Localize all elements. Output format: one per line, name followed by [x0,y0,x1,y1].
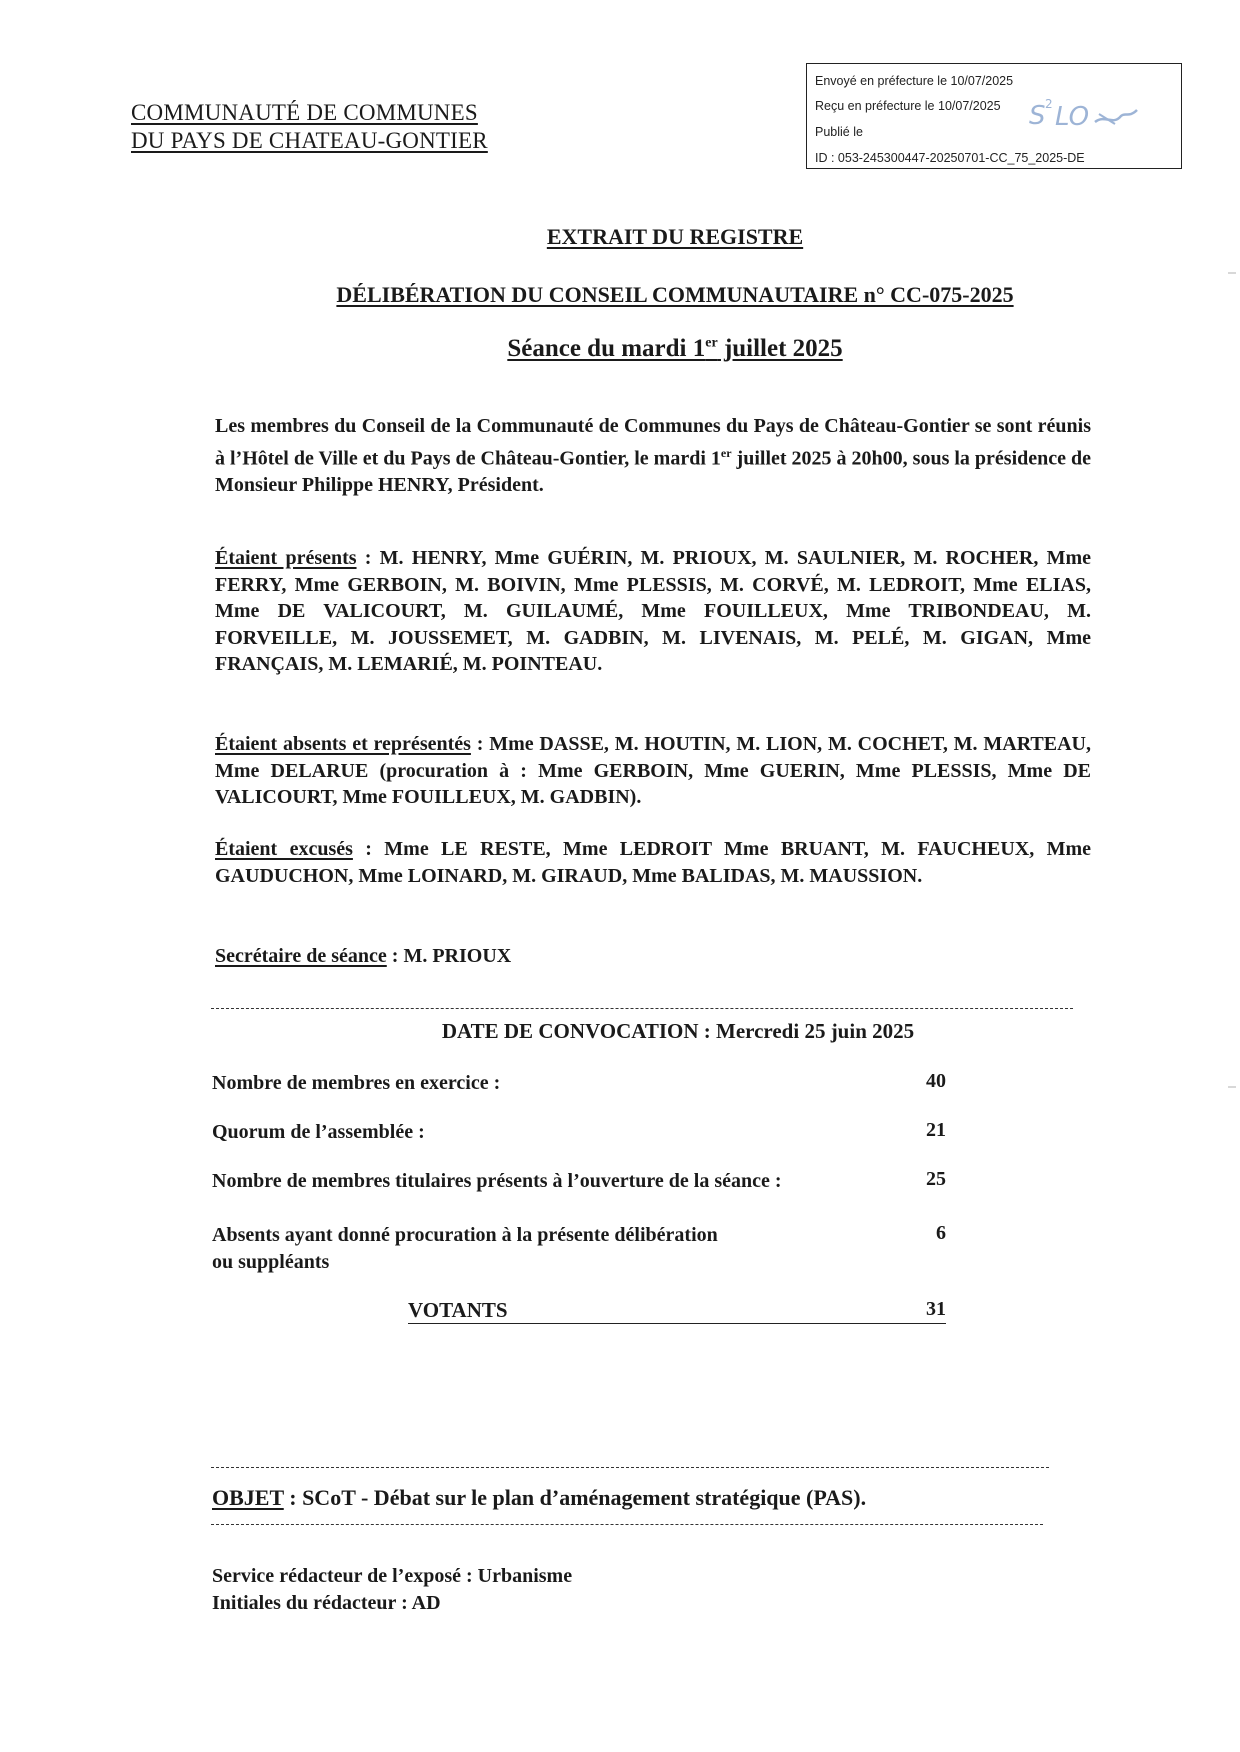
session-suffix: juillet 2025 [717,335,843,362]
excuses-list: : Mme LE RESTE, Mme LEDROIT Mme BRUANT, M. FAUCHEUX, Mme GAUDUCHON, Mme LOINARD, M. GIRAUD, Mme BALIDAS, M. MAUSSION. [215,838,1091,887]
divider-dashed [211,1008,1073,1009]
handwritten-slo-mark [1025,94,1145,134]
secretary-line [215,943,1091,970]
org-name-line1: COMMUNAUTÉ DE COMMUNES [131,100,478,125]
votants-value: 31 [926,1298,946,1320]
svg-text:S: S [1029,101,1046,131]
objet-label: OBJET [212,1485,284,1510]
redacteur-service: Service rédacteur de l’exposé : Urbanisme [212,1565,573,1587]
excuses-paragraph [215,836,1091,889]
stat-label-members: Nombre de membres en exercice : [212,1072,501,1094]
secretary-label: Secrétaire de séance [215,945,387,967]
secretary-name: : M. PRIOUX [386,945,512,967]
objet-line [212,1485,866,1511]
stat-value-quorum: 21 [926,1119,946,1141]
votants-label: VOTANTS [408,1298,508,1322]
stat-label-proxies-line2: ou suppléants [212,1250,330,1273]
absents-paragraph [215,731,1091,811]
votants-underline [408,1323,946,1324]
stat-label-proxies-line1: Absents ayant donné procuration à la présente délibération [212,1224,718,1246]
session-title [0,335,1240,363]
stat-value-proxies: 6 [936,1222,946,1244]
org-name-line2: DU PAYS DE CHATEAU-GONTIER [131,128,488,153]
deliberation-title: DÉLIBÉRATION DU CONSEIL COMMUNAUTAIRE n° CC-075-2025 [336,282,1014,307]
organisation-header [131,99,488,155]
redacteur-block [212,1563,572,1616]
intro-paragraph [215,413,1091,498]
svg-text:2: 2 [1045,97,1053,111]
intro-sup: er [720,445,732,460]
stamp-published: Publié le [815,125,863,139]
stamp-id: ID : 053-245300447-20250701-CC_75_2025-DE [815,151,1085,165]
svg-text:LO: LO [1055,102,1090,132]
stamp-sent: Envoyé en préfecture le 10/07/2025 [815,74,1014,88]
prefecture-stamp [806,63,1182,169]
objet-text: : SCoT - Débat sur le plan d’aménagement stratégique (PAS). [283,1485,867,1510]
divider-dashed-objet-bottom [211,1524,1043,1525]
excuses-label: Étaient excusés [215,838,353,860]
presents-paragraph [215,545,1091,678]
divider-dashed-objet-top [211,1467,1049,1468]
register-extract-title: EXTRAIT DU REGISTRE [546,224,804,249]
redacteur-initials: Initiales du rédacteur : AD [212,1591,441,1614]
stat-label-present: Nombre de membres titulaires présents à l’ouverture de la séance : [212,1170,782,1192]
stamp-received: Reçu en préfecture le 10/07/2025 [815,99,1001,113]
intro-text-2: juillet 2025 à 20h00, sous la présidence de Monsieur Philippe HENRY, Président. [215,447,1091,496]
session-prefix: Séance du mardi 1 [507,335,706,362]
presents-list: : M. HENRY, Mme GUÉRIN, M. PRIOUX, M. SAULNIER, M. ROCHER, Mme FERRY, Mme GERBOIN, M. BOIVIN, Mme PLESSIS, M. CORVÉ, M. LEDROIT, Mme ELIAS, Mme DE VALICOURT, M. GUILAUMÉ, Mme FOUILLEUX, Mme TRIBONDEAU, M. FORVEILLE, M. JOUSSEMET, M. GADBIN, M. LIVENAIS, M. PELÉ, M. GIGAN, Mme FRANÇAIS, M. LEMARIÉ, M. POINTEAU. [215,547,1091,675]
stat-label-proxies [212,1222,718,1275]
scan-margin-mark [1228,272,1236,274]
scan-margin-mark [1228,1086,1236,1088]
absents-label: Étaient absents et représentés [215,733,471,755]
stat-value-members: 40 [926,1070,946,1092]
stat-value-present: 25 [926,1168,946,1190]
presents-label: Étaient présents [215,547,357,569]
intro-text-1: Les membres du Conseil de la Communauté de Communes du Pays de Château-Gontier se sont réunis à l’Hôtel de Ville et du Pays de Château-Gontier, le mardi 1 [215,415,1091,470]
stat-label-quorum: Quorum de l’assemblée : [212,1121,425,1143]
absents-list: : Mme DASSE, M. HOUTIN, M. LION, M. COCHET, M. MARTEAU, Mme DELARUE (procuration à : Mme GERBOIN, Mme GUERIN, Mme PLESSIS, Mme DE VALICOURT, Mme FOUILLEUX, M. GADBIN). [215,733,1091,808]
session-sup: er [705,335,718,351]
convocation-date: DATE DE CONVOCATION : Mercredi 25 juin 2025 [441,1019,915,1043]
